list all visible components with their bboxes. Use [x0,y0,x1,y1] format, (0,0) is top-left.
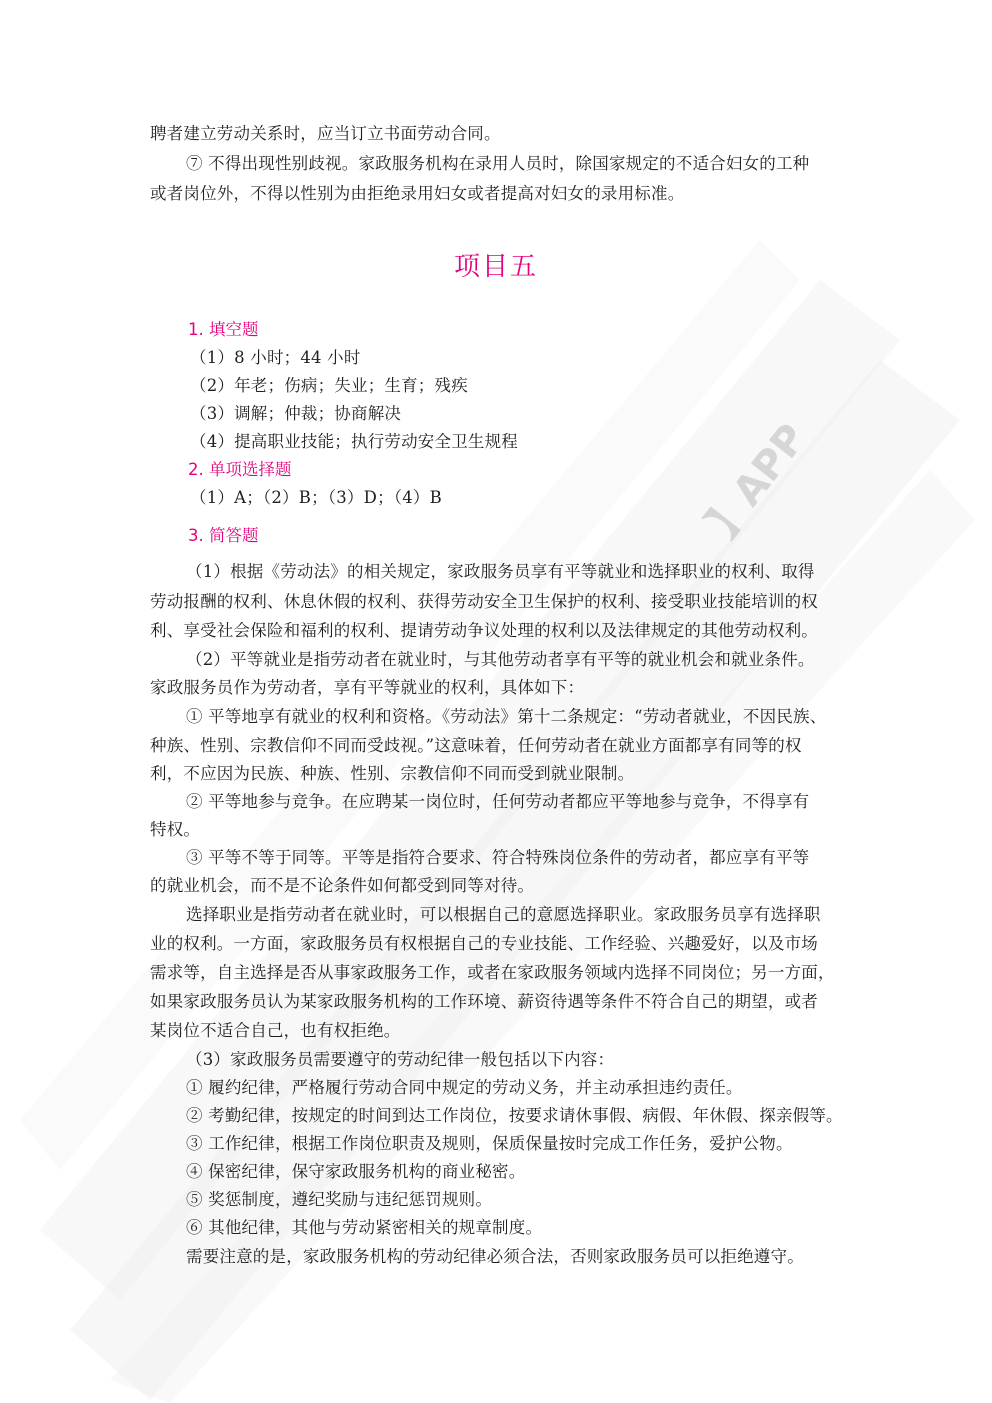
body-line-17: 某岗位不适合自己，也有权拒绝。 [150,1021,401,1040]
choice-heading: 2. 单项选择题 [188,460,292,479]
body-line-10: 特权。 [150,820,201,839]
intro-line-1: 聘者建立劳动关系时，应当订立书面劳动合同。 [150,124,501,143]
fill-item-4: （4）提高职业技能；执行劳动安全卫生规程 [190,432,518,451]
body-line-8: 利，不应因为民族、种族、性别、宗教信仰不同而受到就业限制。 [150,764,635,783]
intro-line-3: 或者岗位外，不得以性别为由拒绝录用妇女或者提高对妇女的录用标准。 [150,184,685,203]
body-line-9: ② 平等地参与竞争。在应聘某一岗位时，任何劳动者都应平等地参与竞争，不得享有 [186,792,810,811]
discipline-item-6: ⑥ 其他纪律，其他与劳动紧密相关的规章制度。 [186,1218,543,1237]
discipline-item-1: ① 履约纪律，严格履行劳动合同中规定的劳动义务，并主动承担违约责任。 [186,1078,743,1097]
body-line-3: 利、享受社会保险和福利的权利、提请劳动争议处理的权利以及法律规定的其他劳动权利。 [150,621,818,640]
fill-item-3: （3）调解；仲裁；协商解决 [190,404,402,423]
body-line-4: （2）平等就业是指劳动者在就业时，与其他劳动者享有平等的就业机会和就业条件。 [186,650,815,669]
body-line-14: 业的权利。一方面，家政服务员有权根据自己的专业技能、工作经验、兴趣爱好，以及市场 [150,934,818,953]
body-line-18: （3）家政服务员需要遵守的劳动纪律一般包括以下内容： [186,1050,615,1069]
choice-answer: （1）A；（2）B；（3）D；（4）B [190,488,442,507]
body-line-1: （1）根据《劳动法》的相关规定，家政服务员享有平等就业和选择职业的权利、取得 [186,562,815,581]
body-line-6: ① 平等地享有就业的权利和资格。《劳动法》第十二条规定：“劳动者就业，不因民族、 [186,707,827,726]
discipline-item-2: ② 考勤纪律，按规定的时间到达工作岗位，按要求请休事假、病假、年休假、探亲假等。 [186,1106,843,1125]
body-line-2: 劳动报酬的权利、休息休假的权利、获得劳动安全卫生保护的权利、接受职业技能培训的权 [150,592,818,611]
fill-item-2: （2）年老；伤病；失业；生育；残疾 [190,376,468,395]
section-title: 项目五 [453,252,538,282]
body-line-11: ③ 平等不等于同等。平等是指符合要求、符合特殊岗位条件的劳动者，都应享有平等 [186,848,810,867]
body-line-12: 的就业机会，而不是不论条件如何都受到同等对待。 [150,876,535,895]
body-line-5: 家政服务员作为劳动者，享有平等就业的权利，具体如下： [150,678,585,697]
discipline-item-5: ⑤ 奖惩制度，遵纪奖励与违纪惩罚规则。 [186,1190,493,1209]
fill-item-1: （1）8 小时；44 小时 [190,348,361,367]
short-answer-heading: 3. 简答题 [188,526,259,545]
discipline-item-4: ④ 保密纪律，保守家政服务机构的商业秘密。 [186,1162,526,1181]
body-line-16: 如果家政服务员认为某家政服务机构的工作环境、薪资待遇等条件不符合自己的期望，或者 [150,992,818,1011]
body-line-13: 选择职业是指劳动者在就业时，可以根据自己的意愿选择职业。家政服务员享有选择职 [186,905,821,924]
watermark-text: 】APP [699,415,816,547]
intro-line-2: ⑦ 不得出现性别歧视。家政服务机构在录用人员时，除国家规定的不适合妇女的工种 [186,154,810,173]
fill-heading: 1. 填空题 [188,320,259,339]
discipline-item-3: ③ 工作纪律，根据工作岗位职责及规则，保质保量按时完成工作任务，爱护公物。 [186,1134,793,1153]
body-line-15: 需求等，自主选择是否从事家政服务工作，或者在家政服务领域内选择不同岗位；另一方面， [150,963,835,982]
closing-note: 需要注意的是，家政服务机构的劳动纪律必须合法，否则家政服务员可以拒绝遵守。 [186,1247,804,1266]
body-line-7: 种族、性别、宗教信仰不同而受歧视。”这意味着，任何劳动者在就业方面都享有同等的权 [150,736,802,755]
